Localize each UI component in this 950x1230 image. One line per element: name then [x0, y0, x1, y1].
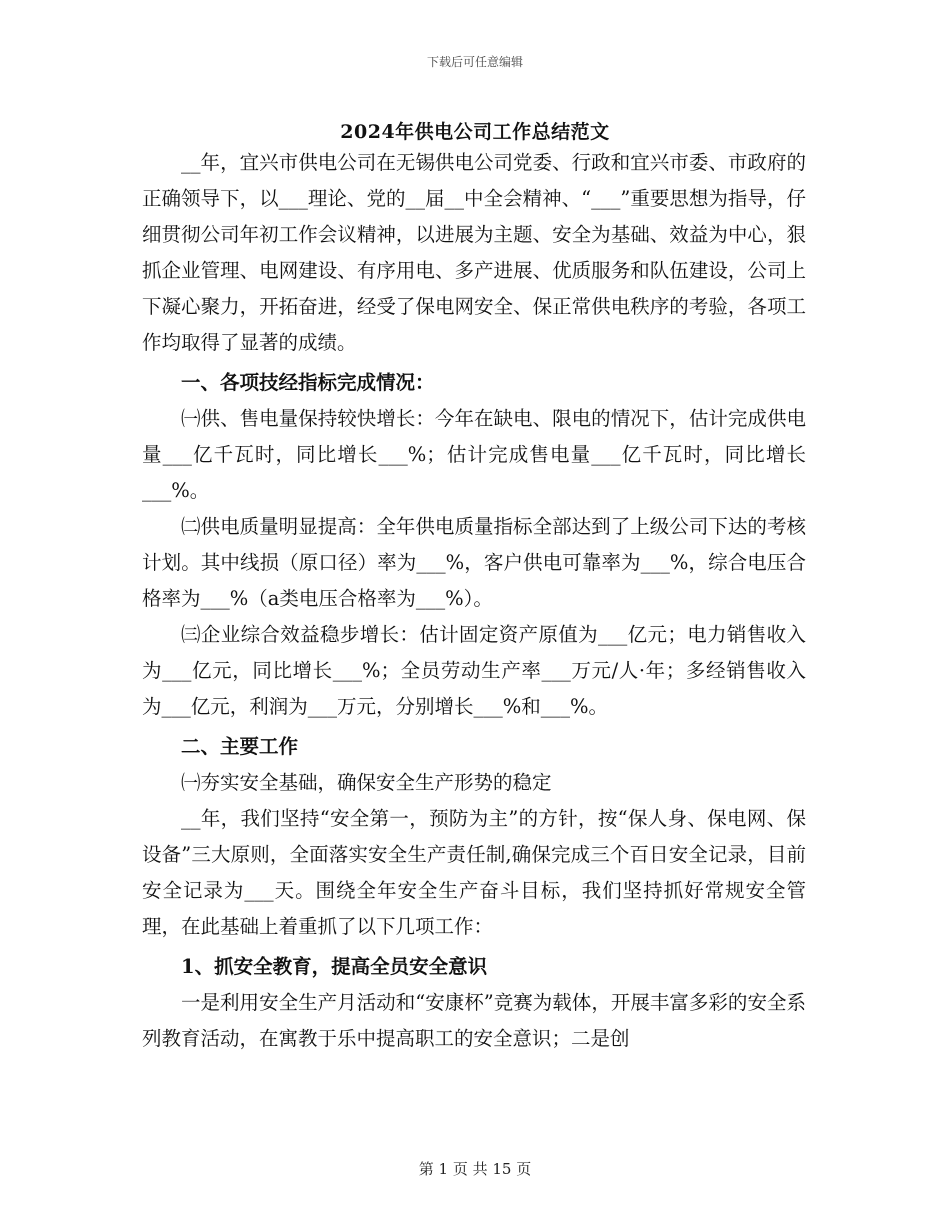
document-body [142, 145, 806, 1057]
paragraph-item-1: ㈠供、售电量保持较快增长：今年在缺电、限电的情况下，估计完成供电量___亿千瓦时，同比增长___%；估计完成售电量___亿千瓦时，同比增长___%。 [142, 407, 806, 502]
paragraph-safety: __年，我们坚持“安全第一，预防为主”的方针，按“保人身、保电网、保设备”三大原则，全面落实安全生产责任制,确保完成三个百日安全记录，目前安全记录为___天。围绕全年安全生产奋斗目标，我们坚持抓好常规安全管理，在此基础上着重抓了以下几项工作： [142, 807, 806, 938]
subsection-heading-safety-education: 1、抓安全教育，提高全员安全意识 [181, 955, 488, 978]
section-heading-1: 一、各项技经指标完成情况： [181, 371, 435, 394]
paragraph-item-3: ㈢企业综合效益稳步增长：估计固定资产原值为___亿元；电力销售收入为___亿元，同比增长___%；全员劳动生产率___万元/人·年；多经销售收入为___亿元，利润为___万元，分别增长___%和___%。 [142, 623, 806, 718]
subsection-heading-1: ㈠夯实安全基础，确保安全生产形势的稳定 [181, 771, 552, 794]
paragraph-safety-education: 一是利用安全生产月活动和“安康杯”竞赛为载体，开展丰富多彩的安全系列教育活动，在寓教于乐中提高职工的安全意识；二是创 [142, 991, 806, 1050]
paragraph-intro: __年，宜兴市供电公司在无锡供电公司党委、行政和宜兴市委、市政府的正确领导下，以___理论、党的__届__中全会精神、“___”重要思想为指导，仔细贯彻公司年初工作会议精神，以进展为主题、安全为基础、效益为中心，狠抓企业管理、电网建设、有序用电、多产进展、优质服务和队伍建设，公司上下凝心聚力，开拓奋进，经受了保电网安全、保正常供电秩序的考验，各项工作均取得了显著的成绩。 [142, 151, 806, 354]
header-note: 下载后可任意编辑 [426, 55, 523, 69]
document-title: 2024年供电公司工作总结范文 [340, 121, 610, 143]
section-heading-2: 二、主要工作 [181, 735, 299, 758]
page-number: 第 1 页 共 15 页 [418, 1160, 532, 1178]
paragraph-item-2: ㈡供电质量明显提高：全年供电质量指标全部达到了上级公司下达的考核计划。其中线损（原口径）率为___%，客户供电可靠率为___%，综合电压合格率为___%（a类电压合格率为___%）。 [142, 515, 806, 610]
